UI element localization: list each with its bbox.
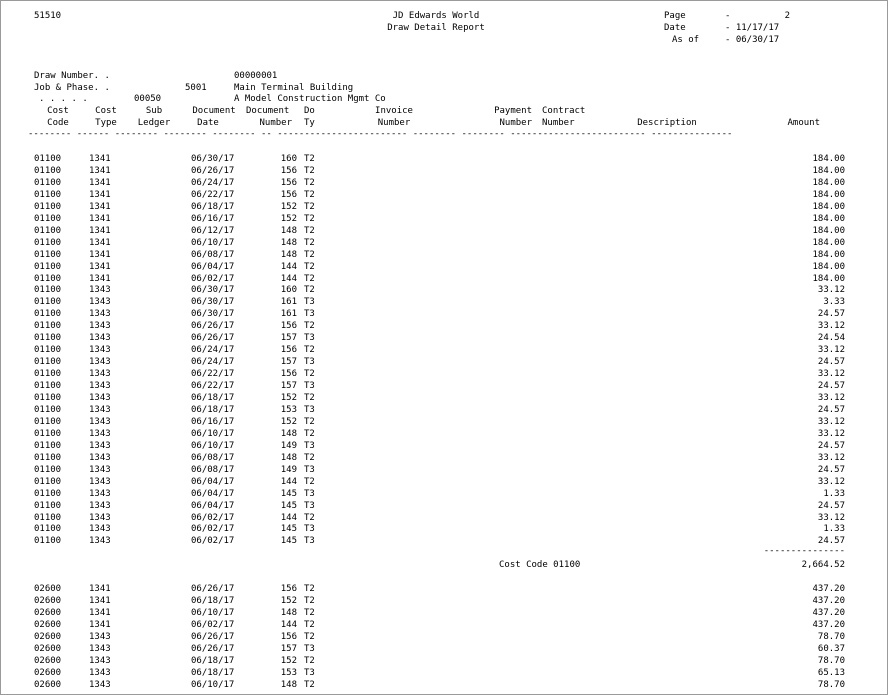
row-cost-code: 02600 <box>34 679 62 690</box>
col-cost-type-2: Type <box>95 118 117 128</box>
row-cost-code: 02600 <box>34 655 62 666</box>
row-amount: 184.00 <box>812 154 845 164</box>
row-doc-number: 156 <box>280 584 297 595</box>
row-amount: 60.37 <box>817 643 845 654</box>
row-doc-type: T2 <box>304 608 315 619</box>
row-cost-code: 01100 <box>34 189 62 200</box>
row-cost-type: 1343 <box>89 440 111 451</box>
row-doc-date: 06/24/17 <box>191 345 235 356</box>
row-doc-number: 144 <box>280 273 297 284</box>
row-doc-number: 161 <box>280 309 297 320</box>
row-amount: 24.57 <box>817 309 845 320</box>
row-amount: 437.20 <box>812 584 845 595</box>
row-doc-type: T3 <box>304 464 315 475</box>
row-cost-type: 1341 <box>89 261 111 272</box>
row-doc-type: T3 <box>304 524 315 535</box>
row-amount: 1.33 <box>823 524 845 535</box>
row-doc-date: 06/08/17 <box>191 249 235 260</box>
col-sub-ledger-1: Sub <box>145 106 163 116</box>
row-doc-date: 06/26/17 <box>191 632 235 642</box>
row-cost-code: 02600 <box>34 596 62 607</box>
row-doc-date: 06/10/17 <box>191 679 235 690</box>
row-amount: 33.12 <box>817 428 845 439</box>
row-doc-type: T3 <box>304 536 315 547</box>
row-cost-code: 01100 <box>34 381 62 392</box>
row-doc-type: T3 <box>304 440 315 451</box>
row-amount: 437.20 <box>812 608 845 619</box>
row-cost-type: 1343 <box>89 416 111 427</box>
row-doc-type: T3 <box>304 357 315 368</box>
col-doc-type-1: Do <box>304 106 315 116</box>
row-doc-date: 06/22/17 <box>191 369 235 380</box>
row-cost-type: 1343 <box>89 381 111 392</box>
row-amount: 33.12 <box>817 345 845 356</box>
row-doc-date: 06/02/17 <box>191 524 235 535</box>
row-doc-date: 06/18/17 <box>191 404 235 415</box>
row-cost-code: 01100 <box>34 369 62 380</box>
row-amount: 33.12 <box>817 321 845 332</box>
row-cost-code: 01100 <box>34 261 62 272</box>
row-doc-number: 156 <box>280 321 297 332</box>
row-doc-date: 06/18/17 <box>191 201 235 212</box>
row-doc-number: 156 <box>280 165 297 176</box>
row-amount: 184.00 <box>812 249 845 260</box>
row-doc-number: 157 <box>280 381 297 392</box>
row-doc-number: 152 <box>280 655 297 666</box>
col-doc-number-2: Number <box>259 118 292 128</box>
job-name: Main Terminal Building <box>234 83 354 93</box>
row-doc-type: T2 <box>304 177 315 188</box>
as-of-label: As of <box>672 35 700 45</box>
phase-dots: . . . . . <box>39 94 88 104</box>
row-doc-date: 06/30/17 <box>191 297 235 308</box>
row-doc-type: T2 <box>304 261 315 272</box>
row-cost-type: 1341 <box>89 154 111 164</box>
row-cost-type: 1341 <box>89 237 111 248</box>
row-doc-type: T2 <box>304 201 315 212</box>
row-amount: 1.33 <box>823 488 845 499</box>
row-cost-code: 01100 <box>34 333 62 344</box>
row-cost-code: 01100 <box>34 165 62 176</box>
row-amount: 24.54 <box>817 333 845 344</box>
col-contract-1: Contract <box>542 106 586 116</box>
row-cost-type: 1343 <box>89 321 111 332</box>
row-cost-type: 1343 <box>89 667 111 678</box>
row-doc-number: 149 <box>280 464 297 475</box>
row-doc-number: 152 <box>280 416 297 427</box>
row-doc-type: T2 <box>304 620 315 631</box>
row-doc-number: 157 <box>280 643 297 654</box>
row-doc-number: 144 <box>280 476 297 487</box>
row-amount: 24.57 <box>817 381 845 392</box>
row-doc-number: 152 <box>280 201 297 212</box>
row-cost-code: 01100 <box>34 345 62 356</box>
col-doc-date-1: Document <box>192 106 236 116</box>
row-doc-date: 06/18/17 <box>191 667 235 678</box>
row-doc-date: 06/26/17 <box>191 584 235 595</box>
row-cost-code: 01100 <box>34 512 62 523</box>
row-doc-date: 06/24/17 <box>191 357 235 368</box>
col-invoice-2: Number <box>377 118 411 128</box>
row-cost-type: 1343 <box>89 309 111 320</box>
row-doc-type: T2 <box>304 476 315 487</box>
row-cost-code: 01100 <box>34 201 62 212</box>
row-doc-number: 144 <box>280 512 297 523</box>
row-doc-type: T3 <box>304 500 315 511</box>
row-cost-type: 1341 <box>89 177 111 188</box>
row-doc-type: T3 <box>304 667 315 678</box>
row-amount: 437.20 <box>812 620 845 631</box>
row-doc-date: 06/24/17 <box>191 177 235 188</box>
row-amount: 24.57 <box>817 500 845 511</box>
row-cost-type: 1343 <box>89 357 111 368</box>
row-amount: 78.70 <box>817 679 845 690</box>
cost-code-total-label: Cost Code 01100 <box>499 560 581 571</box>
row-doc-type: T2 <box>304 249 315 260</box>
row-doc-date: 06/02/17 <box>191 273 235 284</box>
row-doc-number: 152 <box>280 213 297 224</box>
row-cost-code: 02600 <box>34 620 62 631</box>
row-amount: 184.00 <box>812 213 845 224</box>
row-doc-type: T2 <box>304 154 315 164</box>
row-cost-type: 1343 <box>89 464 111 475</box>
row-cost-type: 1343 <box>89 536 111 547</box>
row-doc-date: 06/18/17 <box>191 596 235 607</box>
row-cost-type: 1343 <box>89 679 111 690</box>
report-id: 51510 <box>34 11 62 21</box>
col-payment-2: Number <box>499 118 532 128</box>
row-doc-date: 06/10/17 <box>191 428 235 439</box>
row-doc-type: T2 <box>304 345 315 356</box>
row-amount: 184.00 <box>812 225 845 236</box>
row-doc-type: T3 <box>304 297 315 308</box>
row-cost-type: 1343 <box>89 643 111 654</box>
row-doc-date: 06/26/17 <box>191 333 235 344</box>
row-cost-code: 01100 <box>34 524 62 535</box>
row-doc-type: T3 <box>304 488 315 499</box>
row-doc-number: 156 <box>280 345 297 356</box>
row-doc-number: 156 <box>280 632 297 642</box>
row-cost-type: 1341 <box>89 620 111 631</box>
row-cost-type: 1343 <box>89 488 111 499</box>
report-title: Draw Detail Report <box>387 23 485 33</box>
row-cost-code: 02600 <box>34 643 62 654</box>
row-doc-number: 152 <box>280 393 297 403</box>
row-doc-date: 06/10/17 <box>191 237 235 248</box>
row-cost-type: 1341 <box>89 189 111 200</box>
row-cost-type: 1341 <box>89 273 111 284</box>
row-cost-type: 1343 <box>89 476 111 487</box>
row-amount: 24.57 <box>817 464 845 475</box>
row-amount: 184.00 <box>812 165 845 176</box>
row-cost-code: 01100 <box>34 404 62 415</box>
row-cost-type: 1343 <box>89 428 111 439</box>
row-doc-number: 157 <box>280 333 297 344</box>
row-doc-number: 145 <box>280 488 297 499</box>
date-label: Date <box>664 23 686 33</box>
row-cost-type: 1341 <box>89 584 111 595</box>
row-doc-type: T2 <box>304 369 315 380</box>
row-doc-date: 06/30/17 <box>191 285 235 296</box>
row-cost-type: 1343 <box>89 297 111 308</box>
row-doc-number: 148 <box>280 237 297 248</box>
row-doc-type: T2 <box>304 679 315 690</box>
row-cost-code: 01100 <box>34 476 62 487</box>
row-amount: 184.00 <box>812 189 845 200</box>
phase-code: 00050 <box>134 94 162 104</box>
row-doc-date: 06/02/17 <box>191 536 235 547</box>
row-amount: 33.12 <box>817 416 845 427</box>
row-doc-number: 161 <box>280 297 297 308</box>
row-doc-date: 06/02/17 <box>191 512 235 523</box>
row-doc-number: 148 <box>280 249 297 260</box>
row-cost-code: 02600 <box>34 667 62 678</box>
row-amount: 184.00 <box>812 273 845 284</box>
row-cost-type: 1341 <box>89 201 111 212</box>
row-cost-type: 1341 <box>89 213 111 224</box>
row-amount: 33.12 <box>817 476 845 487</box>
row-cost-type: 1343 <box>89 369 111 380</box>
row-amount: 78.70 <box>817 632 845 642</box>
row-cost-code: 01100 <box>34 416 62 427</box>
row-amount: 78.70 <box>817 655 845 666</box>
row-doc-type: T2 <box>304 584 315 595</box>
row-doc-number: 156 <box>280 177 297 188</box>
company-label: A Model Construction Mgmt Co <box>234 94 386 104</box>
row-doc-number: 148 <box>280 608 297 619</box>
row-amount: 24.57 <box>817 404 845 415</box>
col-cost-code-2: Code <box>47 118 69 128</box>
row-cost-code: 01100 <box>34 464 62 475</box>
row-cost-code: 01100 <box>34 225 62 236</box>
row-cost-type: 1341 <box>89 225 111 236</box>
col-payment-1: Payment <box>494 106 532 116</box>
row-cost-code: 02600 <box>34 584 62 595</box>
row-amount: 3.33 <box>823 297 845 308</box>
row-doc-date: 06/18/17 <box>191 393 235 403</box>
row-cost-code: 01100 <box>34 154 62 164</box>
col-cost-code-1: Cost <box>47 106 69 116</box>
page-label: Page <box>664 11 686 21</box>
row-cost-type: 1343 <box>89 500 111 511</box>
row-doc-date: 06/26/17 <box>191 643 235 654</box>
row-doc-type: T3 <box>304 404 315 415</box>
row-cost-type: 1343 <box>89 452 111 463</box>
row-cost-code: 01100 <box>34 285 62 296</box>
row-doc-type: T2 <box>304 428 315 439</box>
row-amount: 33.12 <box>817 452 845 463</box>
row-doc-number: 145 <box>280 536 297 547</box>
as-of-value: - 06/30/17 <box>725 35 780 45</box>
header-rule: -------- ------ -------- -------- -------- -- ------------------------ -------- -------- ------------------------- --------------- <box>28 129 733 139</box>
row-doc-type: T3 <box>304 309 315 320</box>
row-doc-number: 160 <box>280 285 297 296</box>
row-doc-date: 06/22/17 <box>191 189 235 200</box>
row-doc-type: T2 <box>304 416 315 427</box>
row-doc-date: 06/18/17 <box>191 655 235 666</box>
row-amount: 65.13 <box>817 667 845 678</box>
row-doc-number: 160 <box>280 154 297 164</box>
row-doc-date: 06/04/17 <box>191 261 235 272</box>
row-cost-code: 01100 <box>34 428 62 439</box>
row-cost-code: 01100 <box>34 393 62 403</box>
row-amount: 24.57 <box>817 440 845 451</box>
row-doc-type: T2 <box>304 189 315 200</box>
row-doc-number: 144 <box>280 620 297 631</box>
row-cost-type: 1343 <box>89 333 111 344</box>
row-doc-type: T2 <box>304 632 315 642</box>
row-doc-type: T2 <box>304 655 315 666</box>
row-cost-code: 01100 <box>34 357 62 368</box>
row-doc-date: 06/12/17 <box>191 225 235 236</box>
col-doc-type-2: Ty <box>304 118 315 128</box>
row-doc-type: T3 <box>304 381 315 392</box>
row-cost-code: 01100 <box>34 321 62 332</box>
row-cost-code: 01100 <box>34 500 62 511</box>
col-invoice-1: Invoice <box>375 106 413 116</box>
row-doc-number: 149 <box>280 440 297 451</box>
row-cost-type: 1343 <box>89 524 111 535</box>
draw-number-label: Draw Number. . <box>34 71 110 81</box>
row-doc-date: 06/10/17 <box>191 608 235 619</box>
total-rule: --------------- <box>763 546 845 557</box>
row-amount: 24.57 <box>817 536 845 547</box>
row-cost-code: 01100 <box>34 488 62 499</box>
job-phase-label: Job & Phase. . <box>34 83 110 93</box>
row-cost-code: 01100 <box>34 536 62 547</box>
row-doc-number: 148 <box>280 452 297 463</box>
col-amount: Amount <box>787 118 820 128</box>
row-cost-type: 1343 <box>89 655 111 666</box>
row-amount: 33.12 <box>817 285 845 296</box>
row-doc-number: 157 <box>280 357 297 368</box>
row-doc-type: T2 <box>304 512 315 523</box>
row-cost-type: 1343 <box>89 512 111 523</box>
row-doc-type: T2 <box>304 237 315 248</box>
row-doc-type: T2 <box>304 321 315 332</box>
row-doc-date: 06/08/17 <box>191 464 235 475</box>
row-amount: 33.12 <box>817 369 845 380</box>
cost-code-total-amount: 2,664.52 <box>801 560 845 571</box>
row-cost-code: 01100 <box>34 440 62 451</box>
row-doc-type: T2 <box>304 596 315 607</box>
col-sub-ledger-2: Ledger <box>137 118 171 128</box>
row-doc-number: 156 <box>280 189 297 200</box>
row-cost-code: 01100 <box>34 177 62 188</box>
row-doc-date: 06/10/17 <box>191 440 235 451</box>
row-cost-code: 01100 <box>34 237 62 248</box>
row-amount: 24.57 <box>817 357 845 368</box>
row-doc-date: 06/30/17 <box>191 309 235 320</box>
row-doc-number: 156 <box>280 369 297 380</box>
row-cost-type: 1341 <box>89 165 111 176</box>
row-doc-date: 06/22/17 <box>191 381 235 392</box>
row-doc-number: 152 <box>280 596 297 607</box>
row-amount: 184.00 <box>812 261 845 272</box>
col-doc-date-2: Date <box>197 118 219 128</box>
row-doc-type: T2 <box>304 452 315 463</box>
row-amount: 33.12 <box>817 393 845 403</box>
row-cost-code: 01100 <box>34 273 62 284</box>
row-doc-number: 144 <box>280 261 297 272</box>
job-number: 5001 <box>185 83 207 93</box>
row-amount: 184.00 <box>812 177 845 188</box>
row-cost-type: 1343 <box>89 404 111 415</box>
row-amount: 184.00 <box>812 237 845 248</box>
row-doc-date: 06/04/17 <box>191 500 235 511</box>
row-doc-type: T2 <box>304 165 315 176</box>
row-cost-type: 1341 <box>89 249 111 260</box>
row-cost-type: 1341 <box>89 596 111 607</box>
row-cost-code: 01100 <box>34 213 62 224</box>
row-cost-type: 1343 <box>89 285 111 296</box>
row-doc-number: 153 <box>280 667 297 678</box>
date-value: - 11/17/17 <box>725 23 780 33</box>
row-amount: 184.00 <box>812 201 845 212</box>
col-doc-number-1: Document <box>246 106 290 116</box>
col-contract-2: Number <box>542 118 575 128</box>
page-value: - 2 <box>725 11 791 21</box>
row-doc-number: 145 <box>280 500 297 511</box>
row-cost-code: 01100 <box>34 452 62 463</box>
company-name: JD Edwards World <box>392 11 480 21</box>
row-doc-number: 148 <box>280 428 297 439</box>
row-doc-number: 145 <box>280 524 297 535</box>
row-doc-date: 06/04/17 <box>191 476 235 487</box>
row-doc-type: T2 <box>304 225 315 236</box>
row-doc-type: T2 <box>304 273 315 284</box>
row-doc-type: T3 <box>304 643 315 654</box>
row-doc-type: T3 <box>304 333 315 344</box>
row-cost-code: 02600 <box>34 632 62 642</box>
row-cost-type: 1343 <box>89 345 111 356</box>
row-doc-date: 06/30/17 <box>191 154 235 164</box>
row-doc-date: 06/02/17 <box>191 620 235 631</box>
col-description: Description <box>637 118 697 128</box>
row-cost-code: 01100 <box>34 309 62 320</box>
draw-number-value: 00000001 <box>234 71 278 81</box>
row-cost-code: 01100 <box>34 249 62 260</box>
row-doc-date: 06/26/17 <box>191 321 235 332</box>
row-doc-date: 06/04/17 <box>191 488 235 499</box>
row-doc-type: T2 <box>304 285 315 296</box>
row-doc-date: 06/16/17 <box>191 213 235 224</box>
row-cost-type: 1343 <box>89 632 111 642</box>
row-cost-code: 01100 <box>34 297 62 308</box>
row-doc-date: 06/08/17 <box>191 452 235 463</box>
row-doc-number: 148 <box>280 225 297 236</box>
row-cost-type: 1341 <box>89 608 111 619</box>
row-cost-type: 1343 <box>89 393 111 403</box>
row-doc-type: T2 <box>304 393 315 403</box>
col-cost-type-1: Cost <box>95 106 117 116</box>
row-doc-number: 153 <box>280 404 297 415</box>
row-doc-date: 06/16/17 <box>191 416 235 427</box>
row-cost-code: 02600 <box>34 608 62 619</box>
row-doc-type: T2 <box>304 213 315 224</box>
row-doc-number: 148 <box>280 679 297 690</box>
row-doc-date: 06/26/17 <box>191 165 235 176</box>
row-amount: 437.20 <box>812 596 845 607</box>
row-amount: 33.12 <box>817 512 845 523</box>
